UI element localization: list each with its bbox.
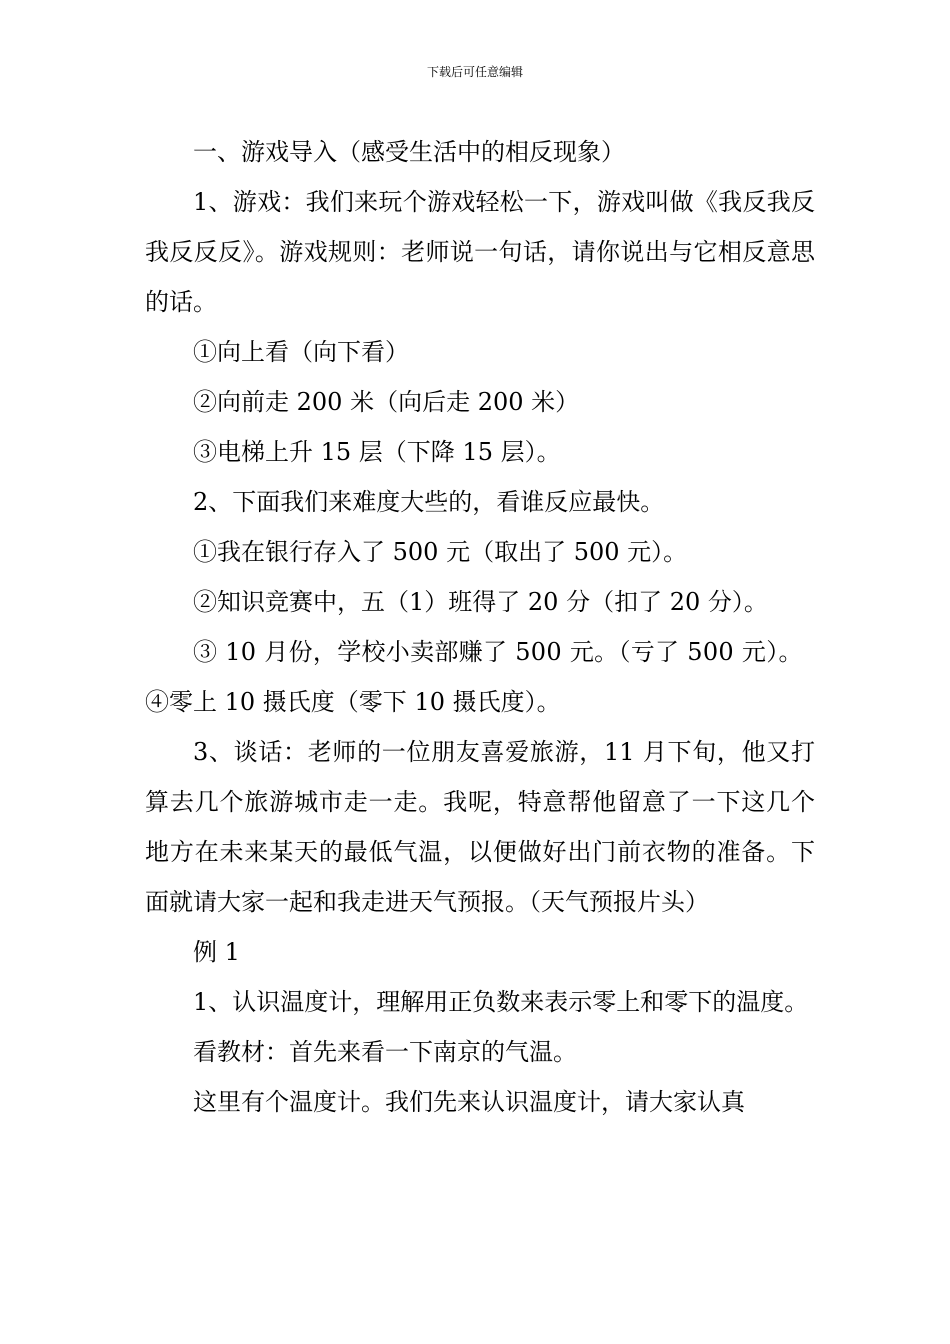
paragraph: 1、认识温度计，理解用正负数来表示零上和零下的温度。: [193, 988, 809, 1016]
paragraph: 看教材：首先来看一下南京的气温。: [193, 1038, 577, 1066]
list-item: ①向上看（向下看）: [193, 338, 409, 366]
paragraph: 2、下面我们来难度大些的，看谁反应最快。: [193, 488, 665, 516]
page-header: 下载后可任意编辑: [426, 65, 523, 79]
paragraph: 1、游戏：我们来玩个游戏轻松一下，游戏叫做《我反我反我反反反》。游戏规则：老师说一句话，请你说出与它相反意思的话。: [145, 188, 815, 316]
list-item: ③电梯上升 15 层（下降 15 层）。: [193, 438, 561, 466]
list-item: ①我在银行存入了 500 元（取出了 500 元）。: [193, 538, 688, 566]
example-label: 例 1: [193, 938, 240, 966]
list-item: ④零上 10 摄氏度（零下 10 摄氏度）。: [145, 688, 561, 716]
paragraph: 3、谈话：老师的一位朋友喜爱旅游，11 月下旬，他又打算去几个旅游城市走一走。我呢，特意帮他留意了一下这几个地方在未来某天的最低气温，以便做好出门前衣物的准备。下面就请大家一起和我走进天气预报。（天气预报片头）: [145, 738, 815, 916]
paragraph: 这里有个温度计。我们先来认识温度计，请大家认真: [193, 1088, 745, 1116]
list-item: ③ 10 月份，学校小卖部赚了 500 元。（亏了 500 元）。: [193, 638, 803, 666]
document-body: [145, 127, 815, 1127]
list-item: ②向前走 200 米（向后走 200 米）: [193, 388, 580, 416]
list-item: ②知识竞赛中，五（1）班得了 20 分（扣了 20 分）。: [193, 588, 768, 616]
section-heading: 一、游戏导入（感受生活中的相反现象）: [193, 138, 625, 166]
